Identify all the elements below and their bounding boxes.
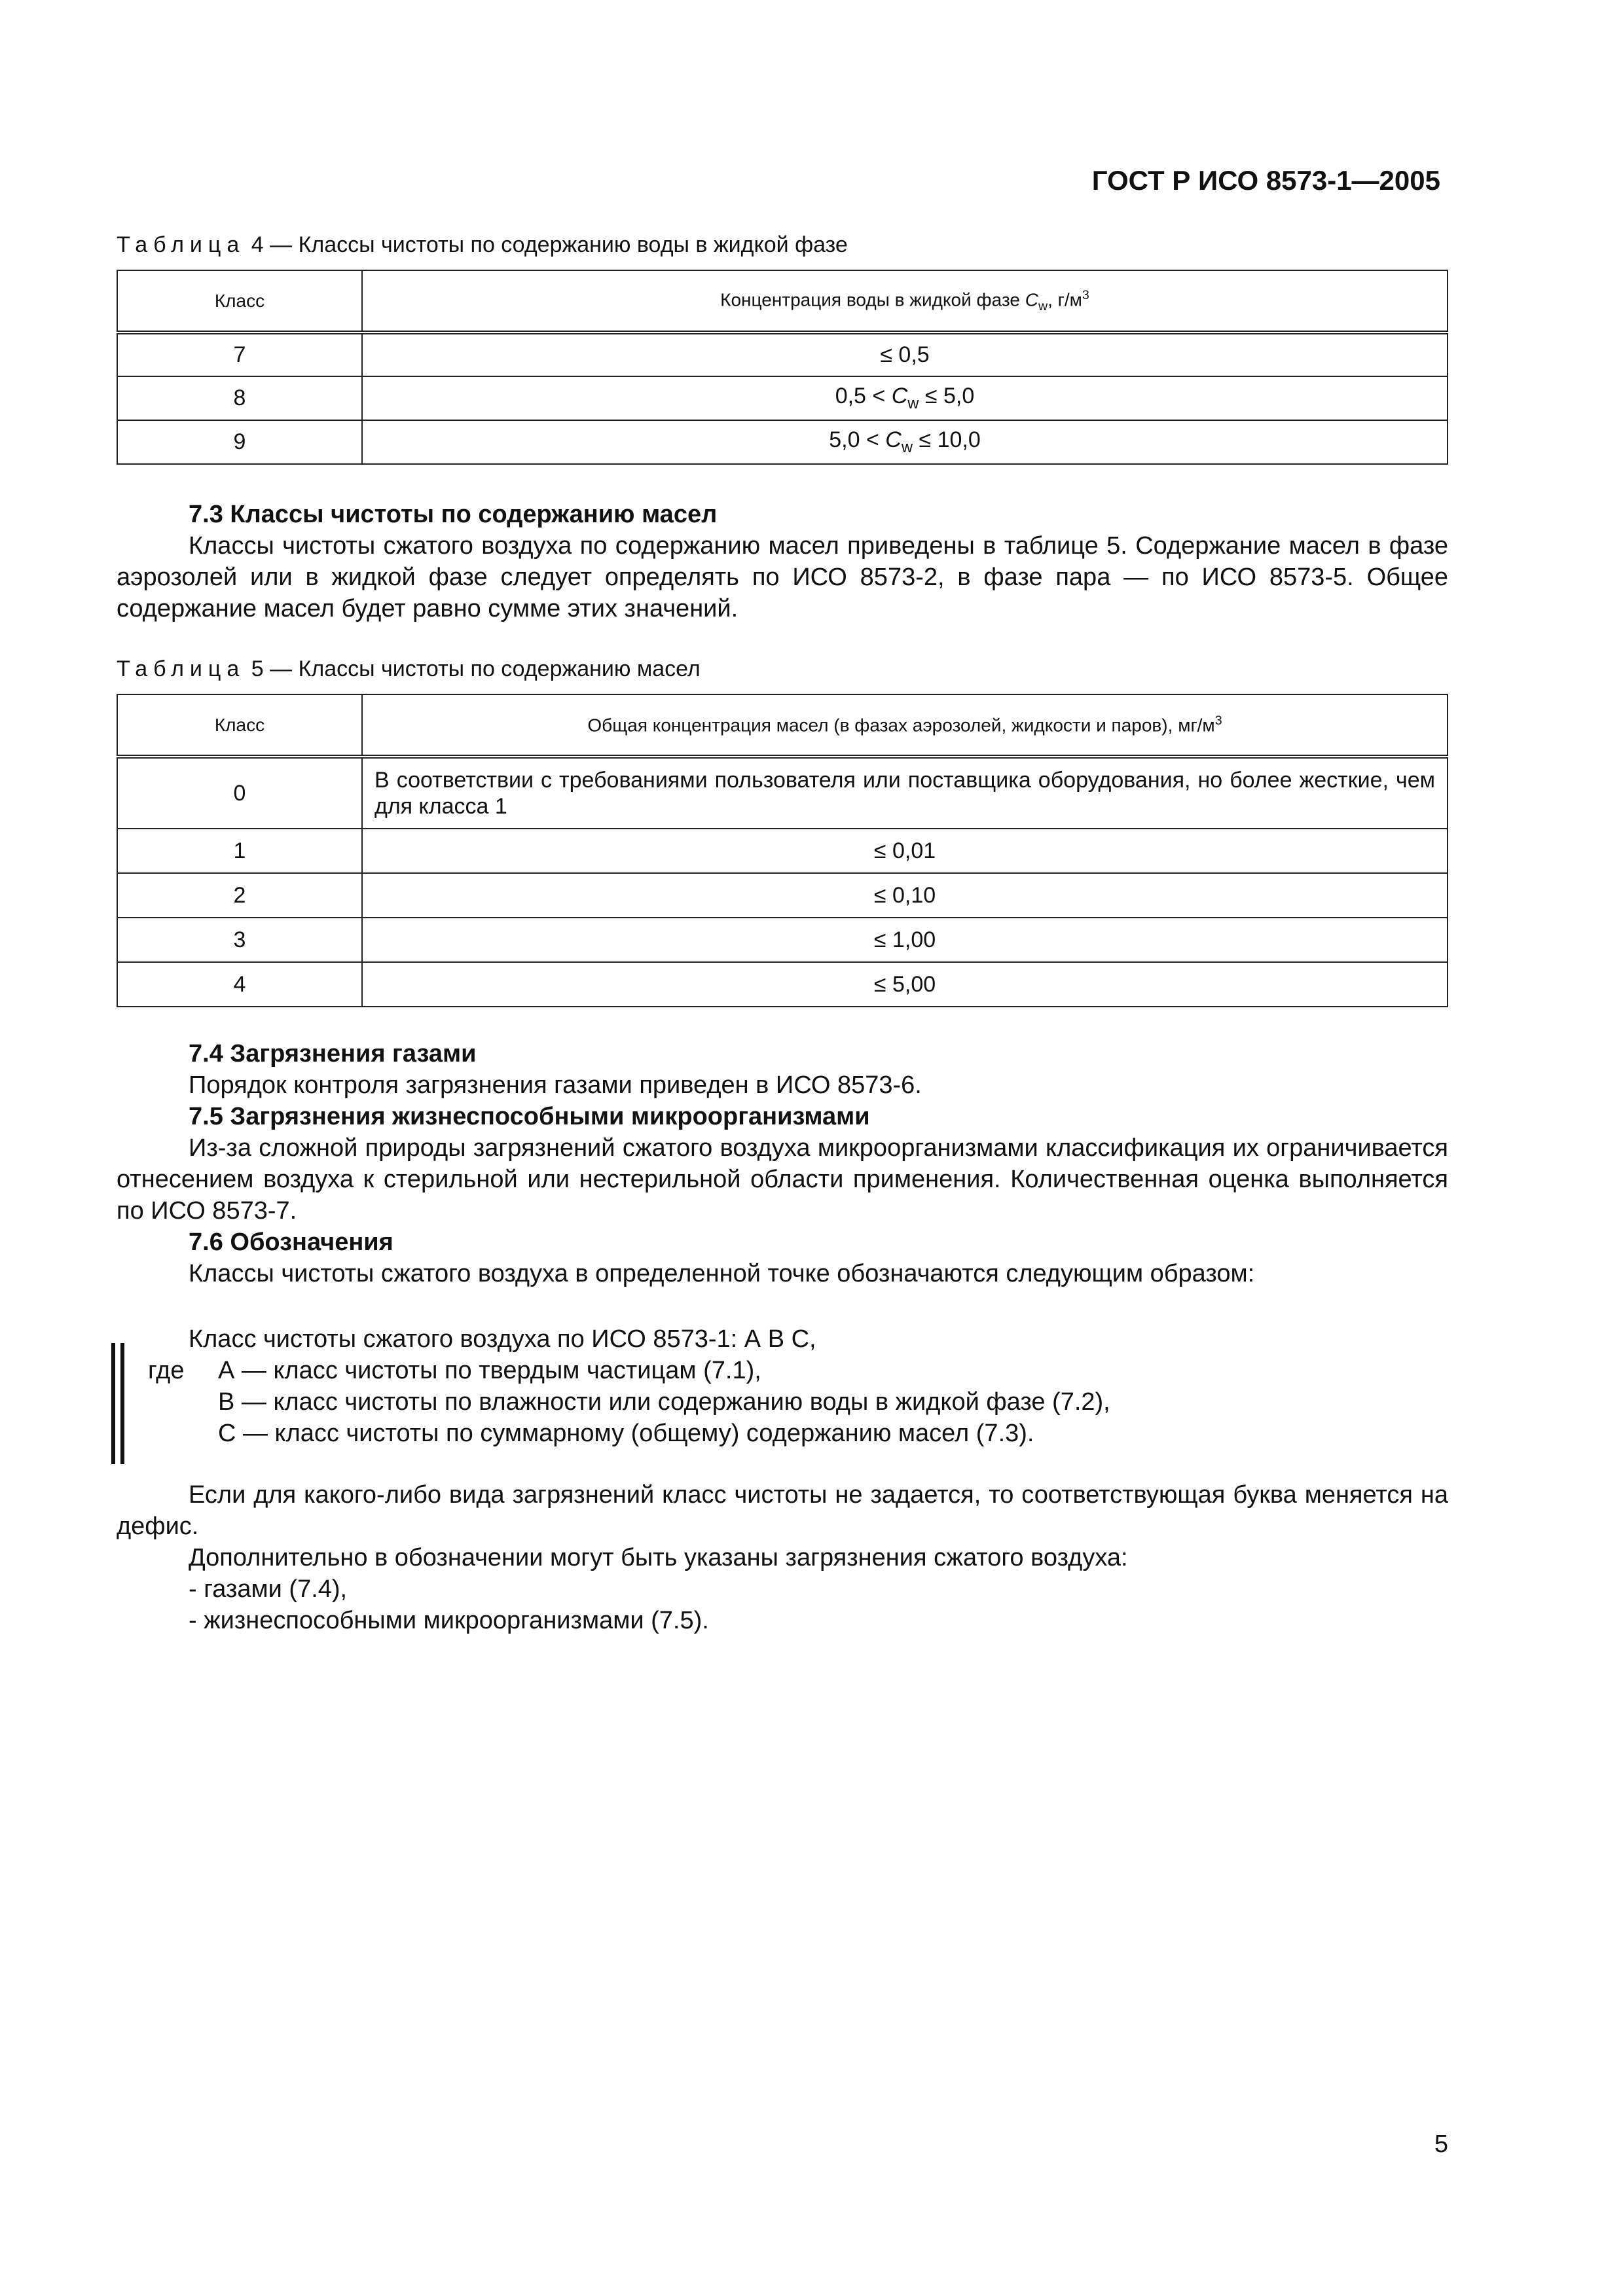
change-bar [111,1343,115,1464]
table5-header-row [117,694,1448,757]
table5-row2-class: 2 [117,873,362,918]
table4-col-conc-sub: w [1038,298,1048,314]
table5-row1-class: 1 [117,829,362,873]
table4-caption [117,232,848,258]
table-row [117,829,1448,873]
where-label: где [148,1357,185,1384]
designation-item-c: С — класс чистоты по суммарному (общему) содержанию масел (7.3). [218,1420,1034,1447]
table4-row1-sub: w [907,394,919,412]
table4-caption-title: Классы чистоты по содержанию воды в жидкой фазе [298,232,848,257]
section-7-5-heading: 7.5 Загрязнения жизнеспособными микроорганизмами [189,1103,870,1130]
table4-col-conc-unit: , г/м [1048,289,1082,310]
designation-item-a: А — класс чистоты по твердым частицам (7.1), [218,1357,761,1384]
section-7-3-paragraph: Классы чистоты сжатого воздуха по содержанию масел приведены в таблице 5. Содержание масел в фазе аэрозолей или в жидкой фазе следует определять по ИСО 8573-2, в фазе пара — по ИСО 8573-5. Общее содержание масел будет равно сумме этих значений. [117,532,1448,622]
table-row [117,420,1448,464]
table5-caption-title: Классы чистоты по содержанию масел [298,656,701,681]
table5-row0-value: В соответствии с требованиями пользователя или поставщика оборудования, но более жесткие, чем для класса 1 [362,757,1448,829]
table5-row3-class: 3 [117,918,362,962]
designation-formula: Класс чистоты сжатого воздуха по ИСО 8573-1: А В С, [189,1325,816,1353]
table5-row2-value: ≤ 0,10 [362,873,1448,918]
table5-col-class: Класс [117,694,362,757]
table-row [117,376,1448,420]
table-row [117,873,1448,918]
table5-row4-class: 4 [117,962,362,1007]
section-7-6-paragraph: Классы чистоты сжатого воздуха в определенной точке обозначаются следующим образом: [189,1260,1255,1287]
list-item: - жизнеспособными микроорганизмами (7.5). [189,1607,709,1634]
table4-row2-val-b: ≤ 10,0 [913,427,981,453]
section-7-4-heading: 7.4 Загрязнения газами [189,1040,477,1067]
document-code: ГОСТ Р ИСО 8573-1—2005 [1091,165,1440,196]
table4-header-row [117,270,1448,332]
table4-caption-prefix: Таблица [117,232,246,257]
table4-col-conc-sup: 3 [1082,287,1089,302]
table4-row1-value [362,376,1448,420]
page-number: 5 [1434,2130,1448,2158]
table4-row2-val-a: 5,0 < [829,427,886,453]
table-row [117,757,1448,829]
table4-col-conc-var: C [1025,289,1038,310]
table4-caption-num: 4 — [251,232,293,257]
table4-row2-class: 9 [117,420,362,464]
section-7-6-paragraph-2: Если для какого-либо вида загрязнений класс чистоты не задается, то соответствующая буква меняется на дефис. [117,1481,1448,1540]
table4-row2-sub: w [901,438,913,456]
table4-row1-val-b: ≤ 5,0 [919,384,975,409]
table4-row1-class: 8 [117,376,362,420]
designation-item-b: В — класс чистоты по влажности или содержанию воды в жидкой фазе (7.2), [218,1388,1110,1416]
table5-row1-value: ≤ 0,01 [362,829,1448,873]
table-row [117,962,1448,1007]
table-row [117,332,1448,376]
table4-row2-var: C [885,427,902,453]
table4-col-conc [362,270,1448,332]
table5-row0-class: 0 [117,757,362,829]
table5-col-conc-sup: 3 [1214,713,1222,728]
table5-caption-prefix: Таблица [117,656,246,681]
list-item: - газами (7.4), [189,1575,348,1603]
table-row [117,918,1448,962]
table4 [117,270,1448,465]
table4-row0-value [362,332,1448,376]
table5 [117,694,1448,1007]
table4-row0-class: 7 [117,332,362,376]
table4-row0-val: ≤ 0,5 [880,342,930,367]
table4-row1-val-a: 0,5 < [835,384,892,409]
section-7-5-paragraph: Из-за сложной природы загрязнений сжатого воздуха микроорганизмами классификация их ограничивается отнесением воздуха к стерильной или нестерильной области применения. Количественная оценка выполняется по ИСО 8573-7. [117,1134,1448,1225]
section-7-4-paragraph: Порядок контроля загрязнения газами приведен в ИСО 8573-6. [189,1071,922,1099]
section-7-3-heading: 7.3 Классы чистоты по содержанию масел [189,501,718,528]
section-7-6-paragraph-3: Дополнительно в обозначении могут быть указаны загрязнения сжатого воздуха: [189,1544,1128,1571]
table5-row4-value: ≤ 5,00 [362,962,1448,1007]
change-bar [120,1343,124,1464]
table4-col-class: Класс [117,270,362,332]
table5-caption [117,656,701,682]
table4-row1-var: C [891,384,908,409]
section-7-6-heading: 7.6 Обозначения [189,1229,393,1256]
table4-row2-value [362,420,1448,464]
table4-col-conc-text: Концентрация воды в жидкой фазе [720,289,1020,310]
table5-col-conc-text: Общая концентрация масел (в фазах аэрозолей, жидкости и паров), мг/м [587,715,1215,736]
table5-col-conc [362,694,1448,757]
table5-row3-value: ≤ 1,00 [362,918,1448,962]
table5-caption-num: 5 — [251,656,293,681]
